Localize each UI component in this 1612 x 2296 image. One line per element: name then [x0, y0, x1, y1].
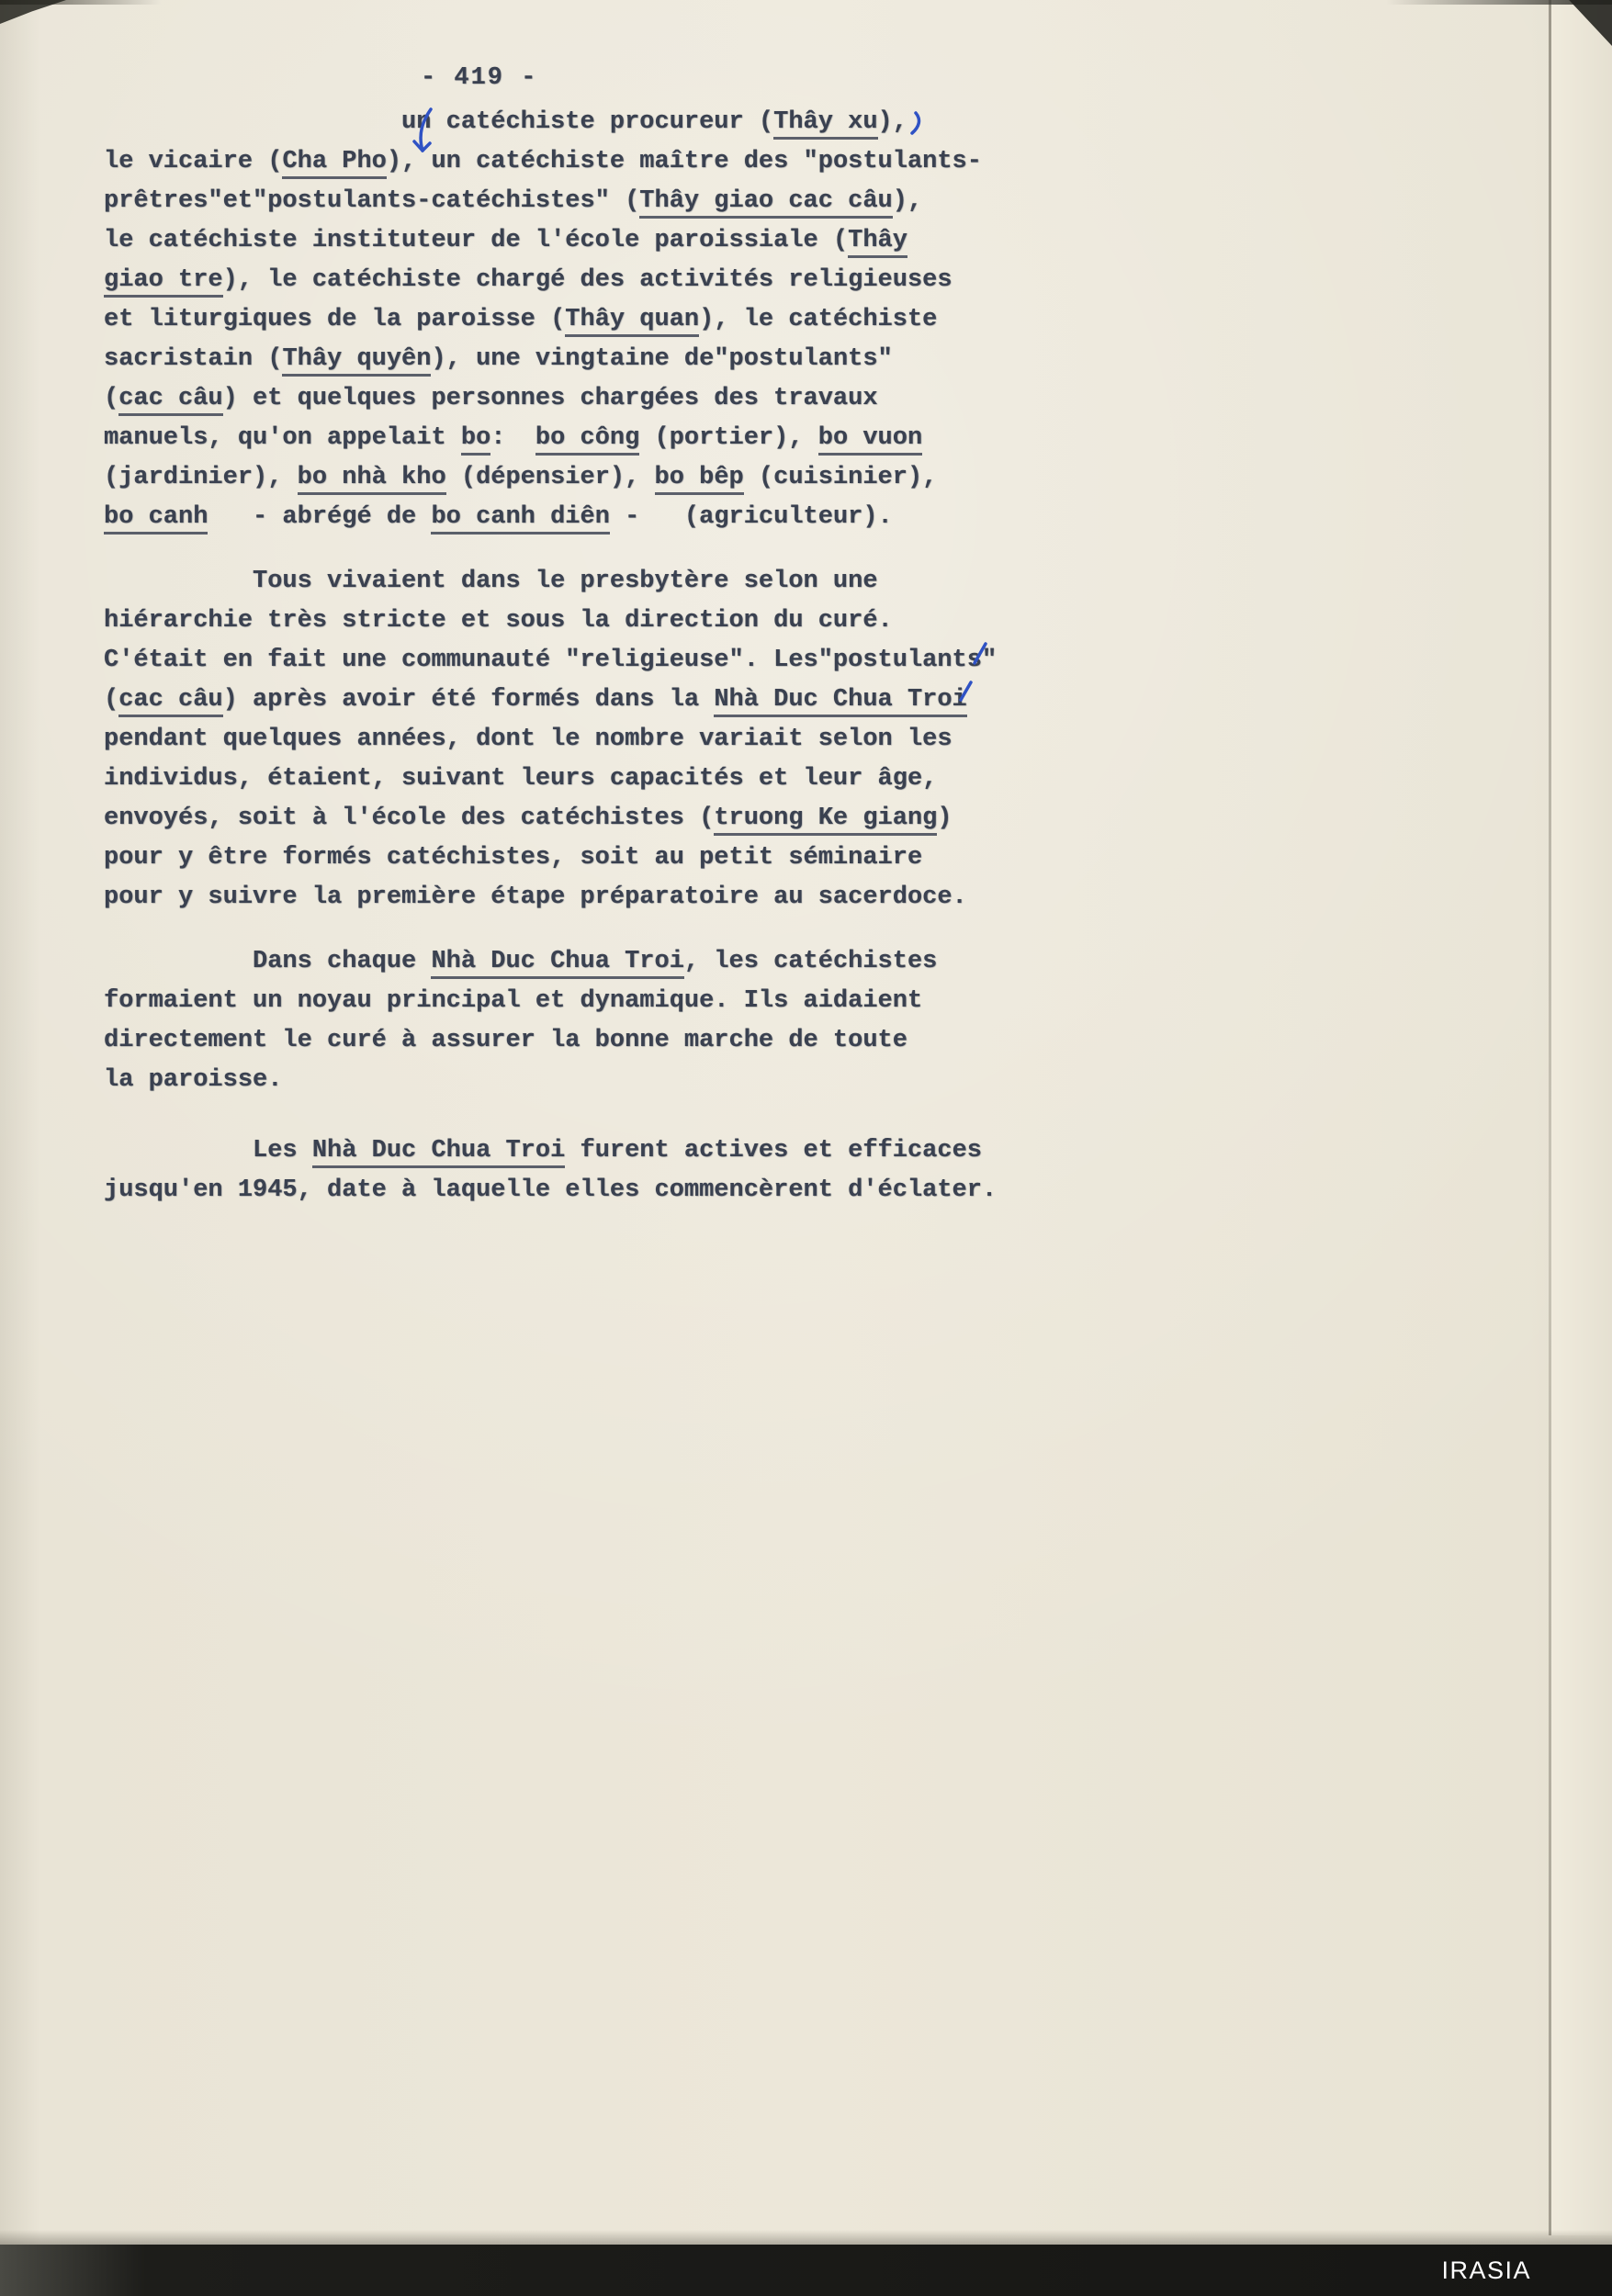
text-segment: pour y être formés catéchistes, soit au petit séminaire	[104, 844, 923, 872]
text-line	[104, 182, 982, 221]
paragraph	[104, 1131, 997, 1210]
text-line	[104, 300, 982, 340]
text-segment: (dépensier),	[445, 464, 655, 491]
handwritten-slash-mark-icon	[957, 680, 975, 703]
text-segment: C'était en fait une communauté "religieuse". Les"postulants"	[104, 647, 998, 674]
handwritten-slash-mark-icon	[970, 641, 990, 667]
text-line	[104, 419, 982, 458]
text-line	[104, 340, 982, 379]
text-segment: le catéchiste instituteur de l'école paroissiale (	[104, 227, 849, 254]
underlined-term: Thây giao cac câu	[639, 187, 892, 219]
underlined-term: Thây quan	[565, 306, 699, 337]
text-segment: jusqu'en 1945, date à laquelle elles commencèrent d'éclater.	[104, 1176, 998, 1204]
paragraph	[104, 942, 937, 1100]
underlined-term: giao tre	[104, 266, 223, 298]
underlined-term: Nhà Duc Chua Troi	[312, 1137, 565, 1168]
text-segment: ) après avoir été formés dans la	[222, 686, 715, 714]
underlined-term: Thây	[848, 227, 907, 258]
handwritten-insert-arrow-icon	[404, 107, 439, 158]
text-segment: :	[490, 424, 535, 452]
text-segment: ), le catéchiste chargé des activités religieuses	[222, 266, 953, 294]
underlined-term: Nhà Duc Chua Troi	[714, 686, 966, 717]
text-line	[104, 760, 997, 799]
text-segment: (cuisinier),	[743, 464, 938, 491]
text-segment: , les catéchistes	[683, 948, 938, 975]
underlined-term: Cha Pho	[282, 148, 386, 179]
text-segment: formaient un noyau principal et dynamique. Ils aidaient	[104, 987, 923, 1015]
text-segment: prêtres"et"postulants-catéchistes" (	[104, 187, 640, 215]
text-segment: Dans chaque	[104, 948, 432, 975]
underlined-term: bo canh diên	[431, 503, 609, 535]
scan-top-edge	[0, 0, 1612, 5]
text-line	[104, 1171, 997, 1210]
text-line	[104, 838, 997, 878]
underlined-term: bo nhà kho	[298, 464, 446, 495]
text-segment: pendant quelques années, dont le nombre variait selon les	[104, 726, 953, 753]
text-line	[104, 799, 997, 838]
underlined-term: Nhà Duc Chua Troi	[431, 948, 683, 979]
page-bottom-shadow	[0, 2230, 1612, 2245]
text-line	[104, 1131, 997, 1171]
underlined-term: Thây quyên	[282, 345, 431, 377]
text-line	[104, 562, 997, 602]
text-segment: le vicaire (	[104, 148, 283, 175]
handwritten-comma-mark-icon	[909, 110, 924, 136]
scan-footer-band	[0, 2245, 1612, 2296]
text-segment: ), le catéchiste	[699, 306, 938, 333]
text-segment: )	[937, 805, 953, 832]
text-segment: individus, étaient, suivant leurs capacités et leur âge,	[104, 765, 938, 793]
text-segment: ) et quelques personnes chargées des travaux	[222, 385, 878, 412]
text-segment: ), un catéchiste maître des "postulants-	[386, 148, 982, 175]
text-line	[104, 498, 982, 537]
underlined-term: cac câu	[118, 686, 222, 717]
text-line	[104, 720, 997, 760]
text-segment: la paroisse.	[104, 1066, 283, 1094]
text-segment: envoyés, soit à l'école des catéchistes (	[104, 805, 715, 832]
text-line	[104, 103, 982, 142]
page-number: - 419 -	[421, 64, 538, 92]
text-segment: hiérarchie très stricte et sous la direction du curé.	[104, 607, 893, 635]
underlined-term: bo	[461, 424, 490, 456]
underlined-term: Thây xu	[773, 108, 877, 140]
text-line	[104, 379, 982, 419]
text-segment: Tous vivaient dans le presbytère selon une	[104, 568, 878, 595]
text-segment: ), une vingtaine de"postulants"	[431, 345, 893, 373]
text-segment: furent actives et efficaces	[565, 1137, 982, 1165]
text-segment: (portier),	[639, 424, 818, 452]
paragraph	[104, 103, 982, 537]
text-segment: directement le curé à assurer la bonne marche de toute	[104, 1027, 907, 1054]
text-line	[104, 942, 937, 982]
underlined-term: cac câu	[118, 385, 222, 416]
underlined-term: bo công	[535, 424, 639, 456]
text-segment: sacristain (	[104, 345, 283, 373]
text-line	[104, 261, 982, 300]
text-segment: - (agriculteur).	[609, 503, 893, 531]
text-line	[104, 681, 997, 720]
text-segment: et liturgiques de la paroisse (	[104, 306, 566, 333]
text-segment: (	[104, 686, 119, 714]
text-line	[104, 1021, 937, 1061]
text-segment: un catéchiste procureur (	[104, 108, 774, 136]
text-line	[104, 602, 997, 641]
text-segment: Les	[104, 1137, 312, 1165]
text-line	[104, 878, 997, 917]
text-segment: ),	[892, 187, 923, 215]
paragraph	[104, 562, 997, 917]
underlined-term: bo vuon	[818, 424, 922, 456]
text-segment: - abrégé de	[208, 503, 432, 531]
watermark: IRASIA	[1441, 2256, 1531, 2284]
text-segment: manuels, qu'on appelait	[104, 424, 461, 452]
text-segment: ),	[877, 108, 907, 136]
text-line	[104, 458, 982, 498]
scanner-background-strip	[1551, 0, 1612, 2235]
underlined-term: bo canh	[104, 503, 208, 535]
text-line	[104, 1061, 937, 1100]
underlined-term: truong Ke giang	[714, 805, 937, 836]
text-line	[104, 142, 982, 182]
text-segment: (jardinier),	[104, 464, 298, 491]
text-segment: pour y suivre la première étape préparatoire au sacerdoce.	[104, 884, 967, 911]
underlined-term: bo bêp	[655, 464, 744, 495]
text-line	[104, 221, 982, 261]
text-line	[104, 641, 997, 681]
page-edge-line	[1549, 0, 1551, 2235]
text-segment: (	[104, 385, 119, 412]
text-line	[104, 982, 937, 1021]
